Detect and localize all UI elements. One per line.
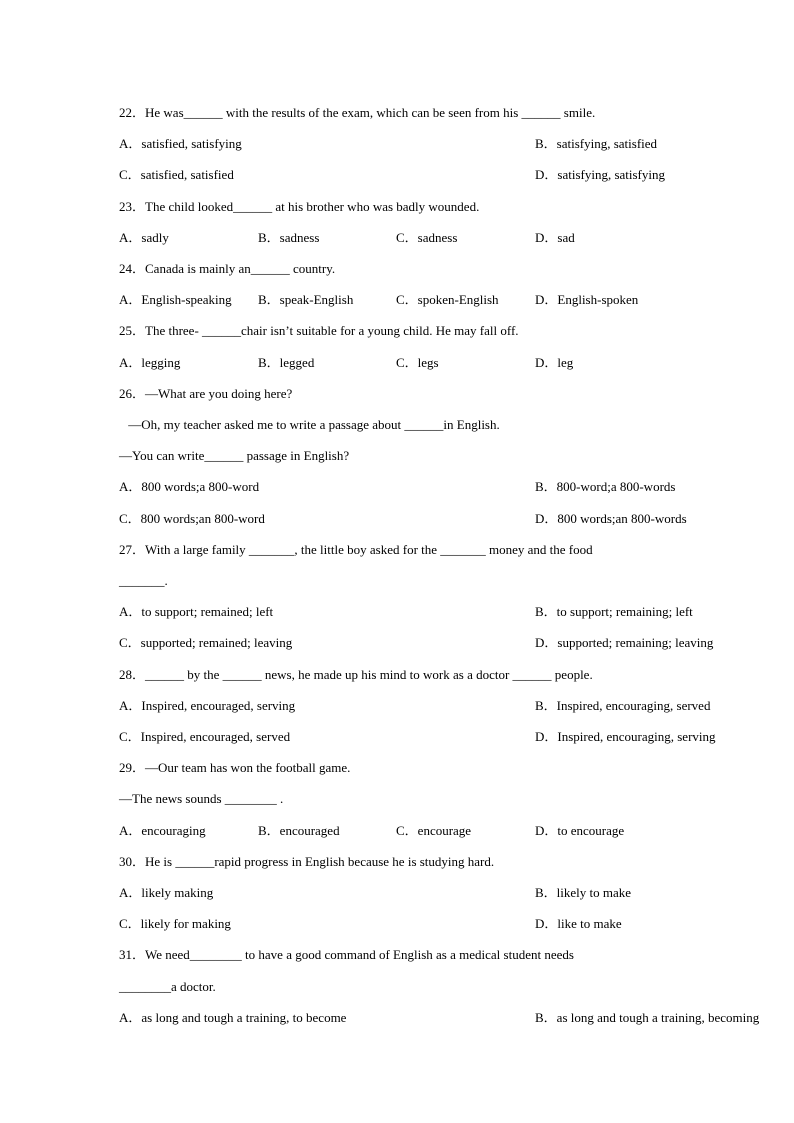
- option-row: [119, 355, 759, 371]
- question-stem-line: —You can write______ passage in English?: [119, 448, 350, 463]
- answer-option: C．legs: [396, 355, 439, 370]
- answer-option: B．sadness: [258, 230, 320, 245]
- option-row: [119, 167, 759, 183]
- question-stem-line: —Oh, my teacher asked me to write a passage about ______in English.: [125, 417, 500, 432]
- answer-option: A．likely making: [119, 885, 214, 900]
- question-stem: 27．With a large family _______, the little boy asked for the _______ money and the food: [119, 542, 593, 557]
- answer-option: B．800-word;a 800-words: [535, 479, 676, 494]
- option-row: [119, 292, 759, 308]
- option-row: [119, 885, 759, 901]
- question-stem: 24．Canada is mainly an______ country.: [119, 261, 336, 276]
- answer-option: D．like to make: [535, 916, 622, 931]
- question-stem: 29．—Our team has won the football game.: [119, 760, 351, 775]
- answer-option: B．speak-English: [258, 292, 354, 307]
- option-row: [119, 604, 759, 620]
- question-stem: 26．—What are you doing here?: [119, 386, 293, 401]
- answer-option: D．800 words;an 800-words: [535, 511, 687, 526]
- option-row: [119, 479, 759, 495]
- answer-option: C．satisfied, satisfied: [119, 167, 234, 182]
- answer-option: B．encouraged: [258, 823, 340, 838]
- answer-option: A．as long and tough a training, to become: [119, 1010, 347, 1025]
- question-stem: 30．He is ______rapid progress in English because he is studying hard.: [119, 854, 495, 869]
- option-row: [119, 230, 759, 246]
- answer-option: B．to support; remaining; left: [535, 604, 693, 619]
- question-stem-line: ________a doctor.: [119, 979, 216, 994]
- answer-option: B．satisfying, satisfied: [535, 136, 658, 151]
- answer-option: B．likely to make: [535, 885, 632, 900]
- option-row: [119, 635, 759, 651]
- answer-option: C．800 words;an 800-word: [119, 511, 265, 526]
- answer-option: A．sadly: [119, 230, 169, 245]
- answer-option: C．sadness: [396, 230, 458, 245]
- question-stem: 25．The three- ______chair isn’t suitable for a young child. He may fall off.: [119, 323, 519, 338]
- answer-option: D．to encourage: [535, 823, 625, 838]
- answer-option: D．leg: [535, 355, 574, 370]
- answer-option: A．satisfied, satisfying: [119, 136, 242, 151]
- option-row: [119, 511, 759, 527]
- answer-option: A．encouraging: [119, 823, 206, 838]
- question-stem-line: —The news sounds ________ .: [119, 791, 284, 806]
- answer-option: C．encourage: [396, 823, 472, 838]
- option-row: [119, 1010, 759, 1026]
- answer-option: A．to support; remained; left: [119, 604, 274, 619]
- answer-option: A．legging: [119, 355, 181, 370]
- answer-option: C．spoken-English: [396, 292, 499, 307]
- option-row: [119, 916, 759, 932]
- answer-option: A．Inspired, encouraged, serving: [119, 698, 296, 713]
- question-stem: 31．We need________ to have a good command of English as a medical student needs: [119, 947, 574, 962]
- question-stem: 23．The child looked______ at his brother who was badly wounded.: [119, 199, 480, 214]
- answer-option: D．supported; remaining; leaving: [535, 635, 714, 650]
- answer-option: B．as long and tough a training, becoming: [535, 1010, 760, 1025]
- answer-option: C．Inspired, encouraged, served: [119, 729, 291, 744]
- question-stem-line: _______.: [119, 573, 168, 588]
- answer-option: D．English-spoken: [535, 292, 639, 307]
- option-row: [119, 136, 759, 152]
- answer-option: A．English-speaking: [119, 292, 232, 307]
- answer-option: A．800 words;a 800-word: [119, 479, 260, 494]
- answer-option: D．Inspired, encouraging, serving: [535, 729, 716, 744]
- answer-option: D．satisfying, satisfying: [535, 167, 665, 182]
- answer-option: C．supported; remained; leaving: [119, 635, 293, 650]
- option-row: [119, 823, 759, 839]
- question-stem: 22．He was______ with the results of the exam, which can be seen from his ______ smile.: [119, 105, 596, 120]
- answer-option: B．legged: [258, 355, 315, 370]
- answer-option: C．likely for making: [119, 916, 231, 931]
- answer-option: D．sad: [535, 230, 575, 245]
- question-stem: 28．______ by the ______ news, he made up his mind to work as a doctor ______ people.: [119, 667, 593, 682]
- answer-option: B．Inspired, encouraging, served: [535, 698, 711, 713]
- option-row: [119, 698, 759, 714]
- option-row: [119, 729, 759, 745]
